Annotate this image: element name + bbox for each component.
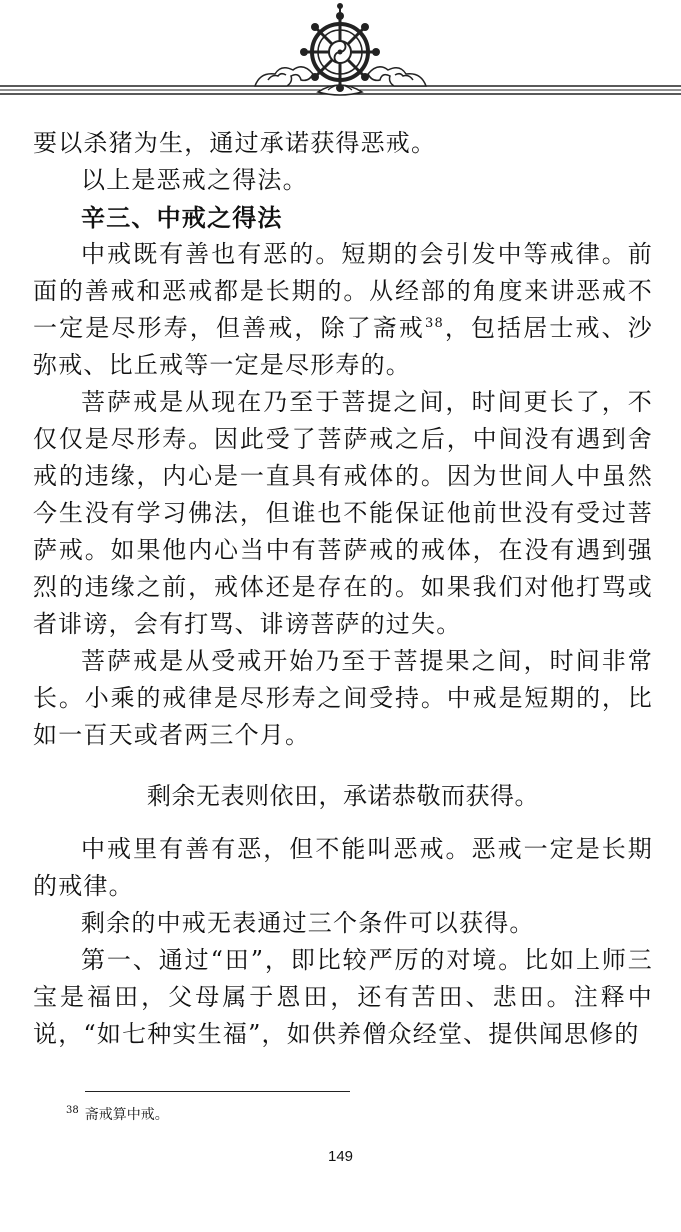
verse-line: 剩余无表则依田，承诺恭敬而获得。 xyxy=(147,782,539,810)
section-heading: 辛三、中戒之得法 xyxy=(81,203,283,232)
paragraph-1-text-b: ，包括居士戒、沙弥戒、比丘戒等一定是尽形寿的。 xyxy=(33,314,653,379)
cloud-right-icon xyxy=(368,67,426,86)
page-body xyxy=(33,125,653,1053)
paragraph-1 xyxy=(33,236,653,384)
cloud-left-icon xyxy=(255,67,313,86)
footnote xyxy=(66,1104,169,1124)
footnote-mark: 38 xyxy=(66,1105,79,1117)
paragraph-2: 菩萨戒是从现在乃至于菩提之间，时间更长了，不仅仅是尽形寿。因此受了菩萨戒之后，中间没有遇到舍戒的违缘，内心是一直具有戒体的。因为世间人中虽然今生没有学习佛法，但谁也不能保证他前世没有受过菩萨戒。如果他内心当中有菩萨戒的戒体，在没有遇到强烈的违缘之前，戒体还是存在的。如果我们对他打骂或者诽谤，会有打骂、诽谤菩萨的过失。 xyxy=(33,388,653,638)
footnote-text: 斋戒算中戒。 xyxy=(84,1107,169,1123)
continued-line: 要以杀猪为生，通过承诺获得恶戒。 xyxy=(33,129,437,157)
header-ornament xyxy=(0,0,681,110)
paragraph-3: 菩萨戒是从受戒开始乃至于菩提果之间，时间非常长。小乘的戒律是尽形寿之间受持。中戒是短期的，比如一百天或者两三个月。 xyxy=(33,647,653,749)
dharma-wheel-icon xyxy=(300,3,380,95)
page-number: 149 xyxy=(327,1148,354,1165)
paragraph-summary: 以上是恶戒之得法。 xyxy=(81,166,308,194)
footnote-reference: 38 xyxy=(424,316,444,331)
paragraph-4: 中戒里有善有恶，但不能叫恶戒。恶戒一定是长期的戒律。 xyxy=(33,835,653,900)
paragraph-5: 剩余的中戒无表通过三个条件可以获得。 xyxy=(81,909,535,937)
footnote-divider xyxy=(85,1091,350,1092)
paragraph-6: 第一、通过“田”，即比较严厉的对境。比如上师三宝是福田，父母属于恩田，还有苦田、悲田。注释中说，“如七种实生福”，如供养僧众经堂、提供闻思修的 xyxy=(33,946,653,1048)
paragraph-1-text-a: 中戒既有善也有恶的。短期的会引发中等戒律。前面的善戒和恶戒都是长期的。从经部的角度来讲恶戒不一定是尽形寿，但善戒，除了斋戒 xyxy=(33,240,653,342)
